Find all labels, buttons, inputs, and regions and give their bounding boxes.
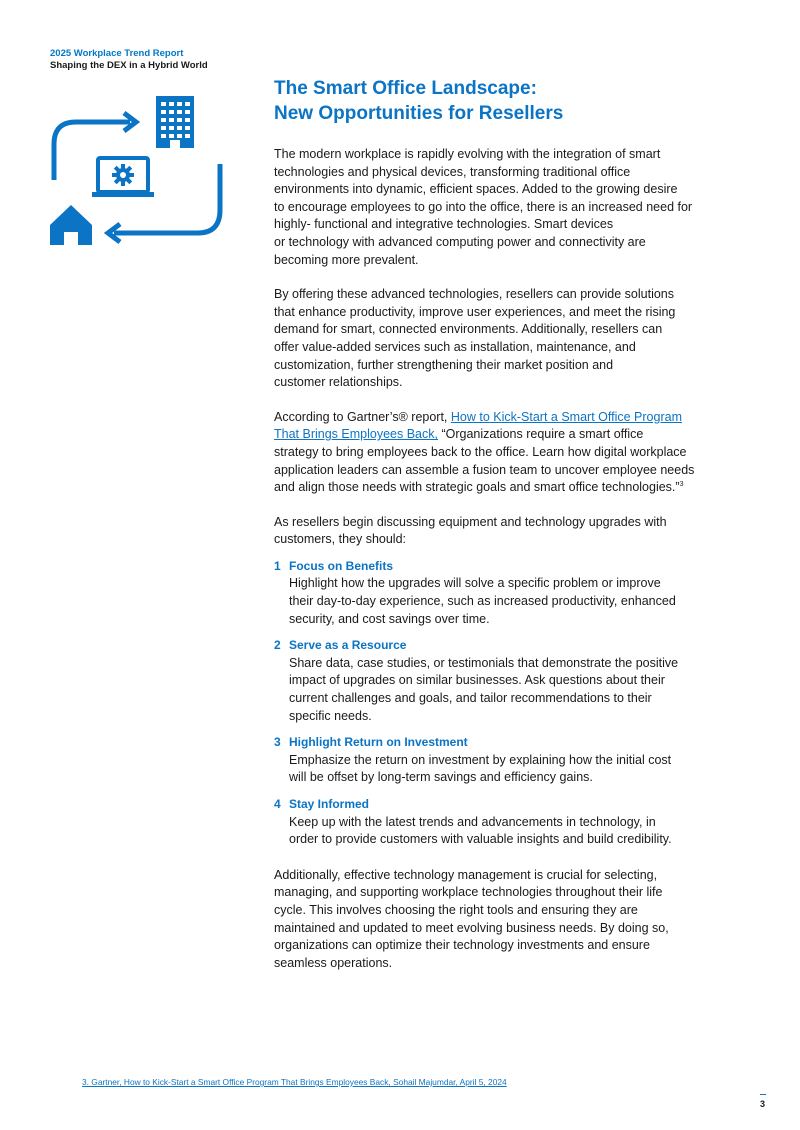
text-segment: “Organizations require a smart office <box>437 427 644 442</box>
text-line: security, and cost savings over time. <box>289 611 490 626</box>
page-number: 3 <box>760 1099 766 1109</box>
list-heading: Stay Informed <box>289 797 370 811</box>
section-title-line: The Smart Office Landscape: <box>274 78 537 99</box>
page-number-dash <box>760 1094 766 1095</box>
list-number: 4 <box>274 797 281 811</box>
article-body <box>274 76 714 989</box>
text-line: Share data, case studies, or testimonials that demonstrate the positive <box>289 655 679 670</box>
gartner-report-link[interactable]: How to Kick-Start a Smart Office Program <box>450 409 682 424</box>
text-segment: According to Gartner’s® report, <box>274 409 451 424</box>
section-title-line: New Opportunities for Resellers <box>274 103 564 124</box>
paragraph-resellers <box>274 286 714 392</box>
text-line: Additionally, effective technology management is crucial for selecting, <box>274 867 658 882</box>
report-header <box>50 48 208 72</box>
text-line: Emphasize the return on investment by explaining how the initial cost <box>289 752 672 767</box>
list-body <box>289 752 714 787</box>
text-line: customization, further strengthening their market position and <box>274 357 614 372</box>
text-line: Highlight how the upgrades will solve a specific problem or improve <box>289 576 661 591</box>
paragraph-list-intro <box>274 514 714 549</box>
text-line: their day-to-day experience, such as increased productivity, enhanced <box>289 594 676 609</box>
text-line: offer value-added services such as installation, maintenance, and <box>274 339 636 354</box>
list-body <box>289 575 714 628</box>
text-line: The modern workplace is rapidly evolving with the integration of smart <box>274 147 661 161</box>
list-heading: Highlight Return on Investment <box>289 735 468 750</box>
text-line: customers, they should: <box>274 532 407 547</box>
list-heading: Focus on Benefits <box>289 558 394 573</box>
list-heading: Serve as a Resource <box>289 638 407 653</box>
list-number: 2 <box>274 638 281 653</box>
paragraph-gartner <box>274 409 714 497</box>
text-line: customer relationships. <box>274 375 403 390</box>
recommendation-list <box>274 558 714 849</box>
list-item <box>274 558 714 628</box>
list-number: 3 <box>274 735 281 750</box>
text-line <box>274 479 714 497</box>
gartner-report-link-cont[interactable]: That Brings Employees Back, <box>274 427 438 442</box>
paragraph-closing <box>274 867 714 973</box>
report-subtitle: Shaping the DEX in a Hybrid World <box>50 60 208 71</box>
text-line <box>274 409 714 427</box>
hybrid-work-illustration <box>48 92 248 252</box>
text-line: cycle. This involves choosing the right tools and ensuring they are <box>274 902 638 917</box>
list-item <box>274 796 714 849</box>
report-title: 2025 Workplace Trend Report <box>50 48 184 59</box>
text-line: becoming more prevalent. <box>274 252 419 267</box>
text-line: organizations can optimize their technology investments and ensure <box>274 938 650 953</box>
text-line: current challenges and goals, and tailor recommendations to their <box>289 691 652 706</box>
text-line: As resellers begin discussing equipment and technology upgrades with <box>274 514 667 529</box>
list-body <box>289 814 714 849</box>
text-line: environments into dynamic, efficient spaces. Added to the growing desire <box>274 182 678 197</box>
text-line: highly- functional and integrative technologies. Smart devices <box>274 217 614 232</box>
footnote-ref[interactable]: 3 <box>679 480 684 488</box>
house-icon <box>50 205 92 245</box>
laptop-gear-icon <box>92 158 154 197</box>
text-line: technologies and physical devices, transforming traditional office <box>274 164 631 179</box>
text-line: strategy to bring employees back to the office. Learn how digital workplace <box>274 444 687 459</box>
text-line <box>274 426 714 444</box>
section-title <box>274 76 714 126</box>
text-line: managing, and supporting workplace technologies throughout their life <box>274 885 663 900</box>
paragraph-intro <box>274 146 714 269</box>
text-line: application leaders can assemble a fusion team to uncover employee needs <box>274 462 695 477</box>
list-number: 1 <box>274 558 281 573</box>
list-body <box>289 655 714 725</box>
text-line: that enhance productivity, improve user experiences, and meet the rising <box>274 304 676 319</box>
text-line: seamless operations. <box>274 955 393 970</box>
text-line: Keep up with the latest trends and advancements in technology, in <box>289 814 656 829</box>
office-building-icon <box>156 96 194 148</box>
text-line: By offering these advanced technologies, resellers can provide solutions <box>274 287 675 302</box>
text-line: impact of upgrades on similar businesses. Ask questions about their <box>289 673 665 688</box>
text-line: or technology with advanced computing power and connectivity are <box>274 234 646 249</box>
footnote-citation-link[interactable]: 3. Gartner, How to Kick-Start a Smart Office Program That Brings Employees Back, Sohail Majumdar, April 5, 2024 <box>82 1077 507 1087</box>
text-line: to encourage employees to go into the office, there is an increased need for <box>274 199 693 214</box>
text-segment: and align those needs with strategic goals and smart office technologies.” <box>274 480 680 495</box>
list-item <box>274 637 714 725</box>
text-line: will be offset by long-term savings and efficiency gains. <box>289 770 593 785</box>
text-line: maintained and updated to meet evolving business needs. By doing so, <box>274 920 669 935</box>
text-line: demand for smart, connected environments. Additionally, resellers can <box>274 322 663 337</box>
text-line: order to provide customers with valuable insights and build credibility. <box>289 832 672 847</box>
list-item <box>274 734 714 787</box>
text-line: specific needs. <box>289 708 372 723</box>
